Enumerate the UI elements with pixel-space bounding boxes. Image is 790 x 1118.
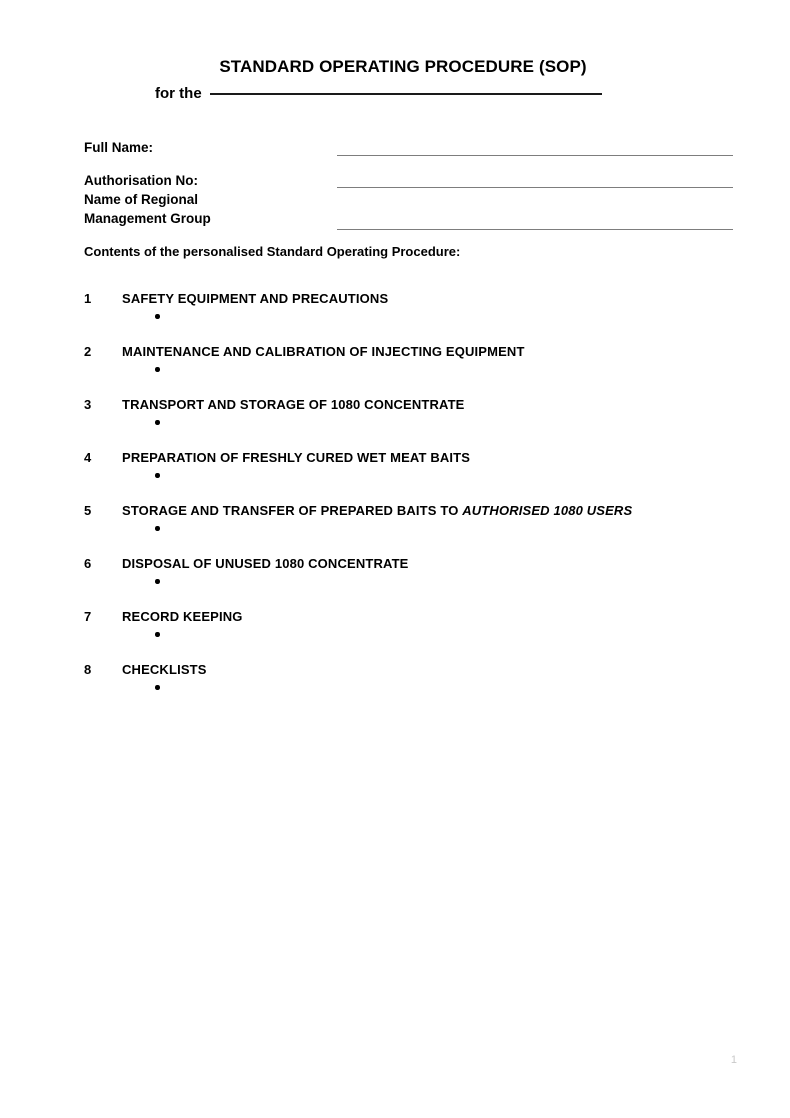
bullet-icon [155,420,160,425]
contents-item-title-text: RECORD KEEPING [122,609,243,624]
contents-subitem [155,678,160,695]
full-name-input[interactable] [337,155,733,156]
contents-item-number: 3 [84,397,92,412]
subtitle-blank-rule[interactable] [210,93,602,95]
contents-item-title-text: TRANSPORT AND STORAGE OF 1080 CONCENTRATE [122,397,465,412]
contents-item-number: 4 [84,450,92,465]
contents-item-title [122,608,243,625]
contents-item-title-emphasis: AUTHORISED 1080 USERS [462,503,633,518]
contents-item [0,449,790,502]
contents-item-number: 8 [84,662,92,677]
page-number: 1 [730,1054,737,1066]
title-block [0,56,790,102]
bullet-icon [155,473,160,478]
regional-group-label-line1: Name of Regional [84,192,199,207]
contents-item-title-text: CHECKLISTS [122,662,207,677]
contents-item [0,661,790,714]
contents-item-title-text: DISPOSAL OF UNUSED 1080 CONCENTRATE [122,556,409,571]
bullet-icon [155,685,160,690]
bullet-icon [155,526,160,531]
regional-group-input[interactable] [337,229,733,230]
contents-item [0,343,790,396]
contents-list [0,290,790,714]
contents-item-title [122,502,632,519]
contents-item-title [122,396,465,413]
full-name-label: Full Name: [84,140,154,155]
contents-item-title [122,449,470,466]
contents-item-title-text: SAFETY EQUIPMENT AND PRECAUTIONS [122,291,389,306]
contents-subitem [155,413,160,430]
contents-item [0,608,790,661]
page-title: STANDARD OPERATING PROCEDURE (SOP) [219,57,587,76]
contents-subitem [155,625,160,642]
contents-subitem [155,519,160,536]
contents-heading: Contents of the personalised Standard Operating Procedure: [84,244,461,259]
contents-item-number: 1 [84,291,92,306]
contents-item-title [122,290,388,307]
contents-item-number: 6 [84,556,92,571]
contents-subitem [155,572,160,589]
contents-item-title-text: MAINTENANCE AND CALIBRATION OF INJECTING EQUIPMENT [122,344,525,359]
contents-item [0,290,790,343]
authorisation-no-label: Authorisation No: [84,173,198,188]
subtitle-row [155,84,602,103]
contents-subitem [155,466,160,483]
subtitle-prefix: for the [155,85,202,102]
contents-item [0,555,790,608]
regional-group-label-line2: Management Group [84,211,211,226]
contents-item-number: 7 [84,609,92,624]
contents-item [0,396,790,449]
contents-item-number: 5 [84,503,92,518]
bullet-icon [155,579,160,584]
contents-item-title [122,661,207,678]
contents-item-title-text: STORAGE AND TRANSFER OF PREPARED BAITS TO [122,503,463,518]
contents-subitem [155,360,160,377]
bullet-icon [155,367,160,372]
contents-item-title-text: PREPARATION OF FRESHLY CURED WET MEAT BAITS [122,450,471,465]
bullet-icon [155,632,160,637]
contents-subitem [155,307,160,324]
bullet-icon [155,314,160,319]
contents-item-number: 2 [84,344,92,359]
authorisation-no-input[interactable] [337,187,733,188]
contents-item [0,502,790,555]
contents-item-title [122,555,408,572]
contents-item-title [122,343,525,360]
